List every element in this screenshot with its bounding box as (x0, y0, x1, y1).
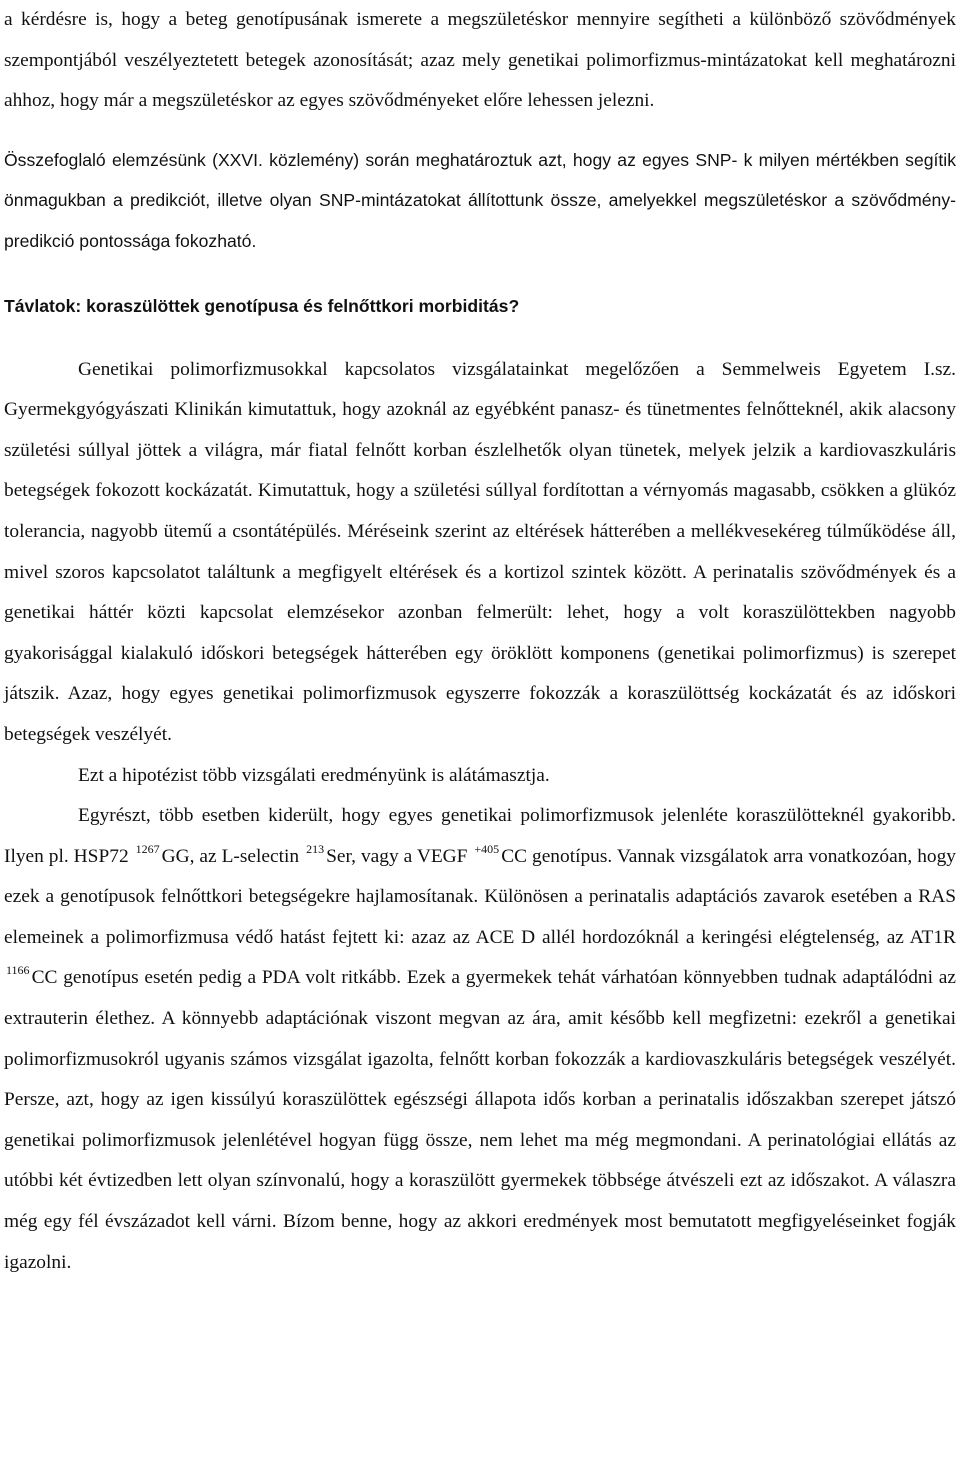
superscript: +405 (474, 841, 500, 856)
superscript: 1166 (6, 963, 30, 978)
superscript: 213 (306, 841, 325, 856)
paragraph-evidence (4, 796, 956, 1283)
section-heading: Távlatok: koraszülöttek genotípusa és felnőttkori morbiditás? (4, 295, 520, 316)
superscript: 1267 (135, 841, 160, 856)
paragraph-summary: Összefoglaló elemzésünk (XXVI. közlemény) során meghatároztuk azt, hogy az egyes SNP- k milyen mértékben segítik önmagukban a predikciót, illetve olyan SNP-mintázatokat állítottunk össze, amelyekkel megszületéskor a szövődmény-predikció pontossága fokozható. (4, 149, 956, 251)
paragraph-hypothesis: Ezt a hipotézist több vizsgálati eredményünk is alátámasztja. (78, 764, 550, 786)
text-run: Egyrészt, több esetben kiderült, hogy egyes genetikai polimorfizmusok jelenléte koraszülötteknél gyakoribb. Ilyen pl. HSP72 (4, 805, 956, 867)
text-run: Ser, vagy a VEGF (326, 845, 473, 867)
text-run: CC genotípus esetén pedig a PDA volt ritkább. Ezek a gyermekek tehát várhatóan könnyebben tudnak adaptálódni az extrauterin élethez. A könnyebb adaptációnak viszont megvan az ára, amit később kell megfizetni: ezekről a genetikai polimorfizmusokról ugyanis számos vizsgálat igazolta, felnőtt korban fokozzák a kardiovaszkuláris betegségek veszélyét. Persze, azt, hogy az igen kissúlyú koraszülöttek egészségi állapota idős korban a perinatalis időszakban szerepet játszó genetikai polimorfizmusok jelenlétével hogyan függ össze, nem lehet ma még megmondani. A perinatológiai ellátás az utóbbi két évtizedben lett olyan színvonalú, hogy a koraszülött gyermekek többsége átvészeli ezt az időszakot. A válaszra még egy fél évszázadot kell várni. Bízom benne, hogy az akkori eredmények most bemutatott megfigyeléseinket fogják igazolni. (4, 967, 956, 1273)
paragraph-intro: a kérdésre is, hogy a beteg genotípusának ismerete a megszületéskor mennyire segítheti a különböző szövődmények szempontjából veszélyeztetett betegek azonosítását; azaz mely genetikai polimorfizmus-mintázatokat kell meghatározni ahhoz, hogy már a megszületéskor az egyes szövődményeket előre lehessen jelezni. (4, 9, 956, 112)
text-run: GG, az L-selectin (161, 845, 305, 867)
text-run: CC genotípus. Vannak vizsgálatok arra vonatkozóan, hogy ezek a genotípusok felnőttkori betegségekre hajlamosítanak. Különösen a perinatalis adaptációs zavarok esetében a RAS elemeinek a polimorfizmusa védő hatást fejtett ki: azaz az ACE D allél hordozóknál a keringési elégtelenség, az AT1R (4, 845, 956, 948)
paragraph-findings: Genetikai polimorfizmusokkal kapcsolatos vizsgálatainkat megelőzően a Semmelweis Egyetem I.sz. Gyermekgyógyászati Klinikán kimutattuk, hogy azoknál az egyébként panasz- és tünetmentes felnőtteknél, akik alacsony születési súllyal jöttek a világra, már fiatal felnőtt korban észlelhetők olyan tünetek, melyek jelzik a kardiovaszkuláris betegségek fokozott kockázatát. Kimutattuk, hogy a születési súllyal fordítottan a vérnyomás magasabb, csökken a glükóz tolerancia, nagyobb ütemű a csontátépülés. Méréseink szerint az eltérések hátterében a mellékvesekéreg túlműködése áll, mivel szoros kapcsolatot találtunk a megfigyelt eltérések és a kortizol szintek között. A perinatalis szövődmények és a genetikai háttér közti kapcsolat elemzésekor azonban felmerült: lehet, hogy a volt koraszülöttekben nagyobb gyakorisággal kialakuló időskori betegségek hátterében egy öröklött komponens (genetikai polimorfizmus) is szerepet játszik. Azaz, hogy egyes genetikai polimorfizmusok egyszerre fokozzák a koraszülöttség kockázatát és az időskori betegségek veszélyét. (4, 358, 956, 745)
